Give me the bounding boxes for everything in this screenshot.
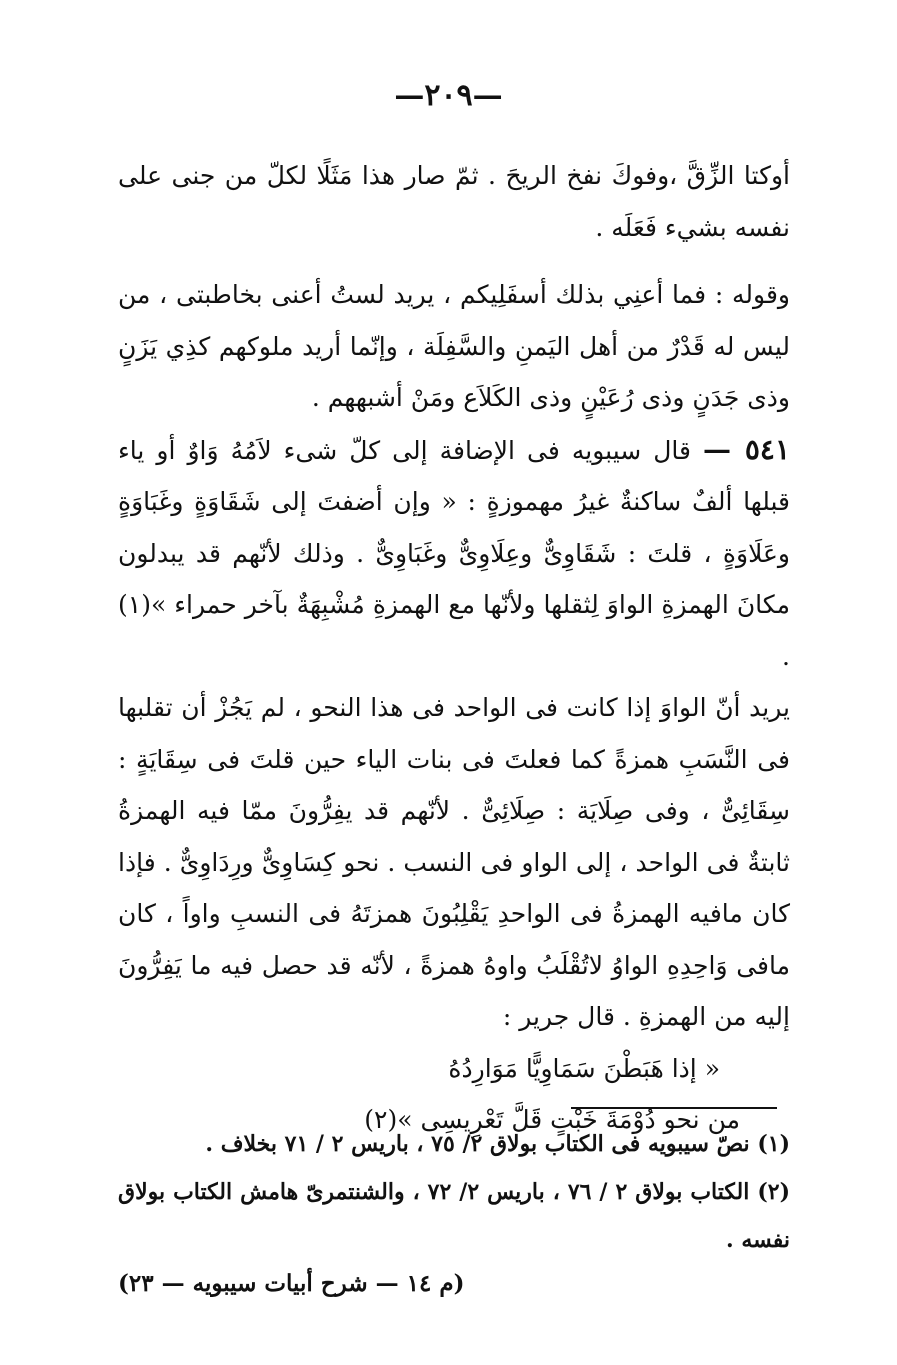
verse-line-2: من نحو دُوْمَةَ خَبْتٍ قَلَّ تَعْرِيسِى »(٢) <box>364 1105 740 1134</box>
signature-text: (م ١٤ — شرح أبيات سيبويه — ٢٣) <box>118 1270 465 1297</box>
paragraph-intro: أوكتا الزِّقَّ ،وفوكَ نفخ الريحَ . ثمّ صار هذا مَثَلًا لكلّ من جنى على نفسه بشيء فَعَلَه . <box>118 161 790 242</box>
entry-number: ٥٤١ — <box>703 432 790 466</box>
paragraph-sibawayh-text: قال سيبويه فى الإضافة إلى كلّ شىء لاَمُهُ وَاوٌ أو ياء قبلها ألفٌ ساكنةٌ غيرُ مهموزةٍ : « وإن أضفتَ إلى شَقَاوَةٍ وغَبَاوَةٍ وعَلَاوَةٍ ، قلتَ : شَقَاوِىٌّ وعِلَاوِىٌّ وغَبَاوِىٌّ . وذلك لأنّهم قد يبدلون مكانَ الهمزةِ الواوَ لِثقلها ولأنّها مع الهمزةِ مُشْبِهَةٌ بآخر حمراء »(١) . <box>118 435 790 671</box>
verse-line-1: « إذا هَبَطْنَ سَمَاوِيًّا مَوَارِدُهُ <box>448 1053 720 1083</box>
paragraph-sibawayh <box>118 424 790 683</box>
signature-mark <box>118 1270 790 1297</box>
footnote-2: (٢) الكتاب بولاق ٢ / ٧٦ ، باريس ٢/ ٧٢ ، والشنتمرىّ هامش الكتاب بولاق نفسه . <box>118 1179 790 1253</box>
footnote-divider <box>571 1107 777 1109</box>
paragraph-commentary: وقوله : فما أعنِي بذلك أسفَلِيكم ، يريد لستُ أعنى بخاطبتى ، من ليس له قَدْرٌ من أهل اليَمنِ والسَّفِلَة ، وإنّما أريد ملوكهم كذِي يَزَنٍ وذى جَدَنٍ وذى رُعَيْنٍ وذى الكَلاَع ومَنْ أشبههم . <box>118 280 790 412</box>
footnotes <box>118 1120 790 1264</box>
page-number: —٢٠٩— <box>394 78 503 113</box>
footnote-1: (١) نصّ سيبويه فى الكتاب بولاق ٢/ ٧٥ ، باريس ٢ / ٧١ بخلاف . <box>205 1131 790 1157</box>
body-text <box>118 150 790 1146</box>
paragraph-explanation: يريد أنّ الواوَ إذا كانت فى الواحد فى هذا النحو ، لم يَجُزْ أن تقلبها فى النَّسَبِ همزةً كما فعلتَ فى بنات الياء حين قلتَ فى سِقَايَةٍ : سِقَائِىٌّ ، وفى صِلَايَة : صِلَائِىٌّ . لأنّهم قد يفِرُّونَ ممّا فيه الهمزةُ ثابتةٌ فى الواحد ، إلى الواو فى النسب . نحو كِسَاوِىٌّ ورِدَاوِىٌّ . فإذا كان مافيه الهمزةُ فى الواحدِ يَقْلِبُونَ همزتَهُ فى النسبِ واواً ، كان مافى وَاحِدِهِ الواوُ لاتُقْلَبُ واوهُ همزةً ، لأنّه قد حصل فيه ما يَفِرُّونَ إليه من الهمزةِ . قال جرير : <box>118 693 790 1031</box>
